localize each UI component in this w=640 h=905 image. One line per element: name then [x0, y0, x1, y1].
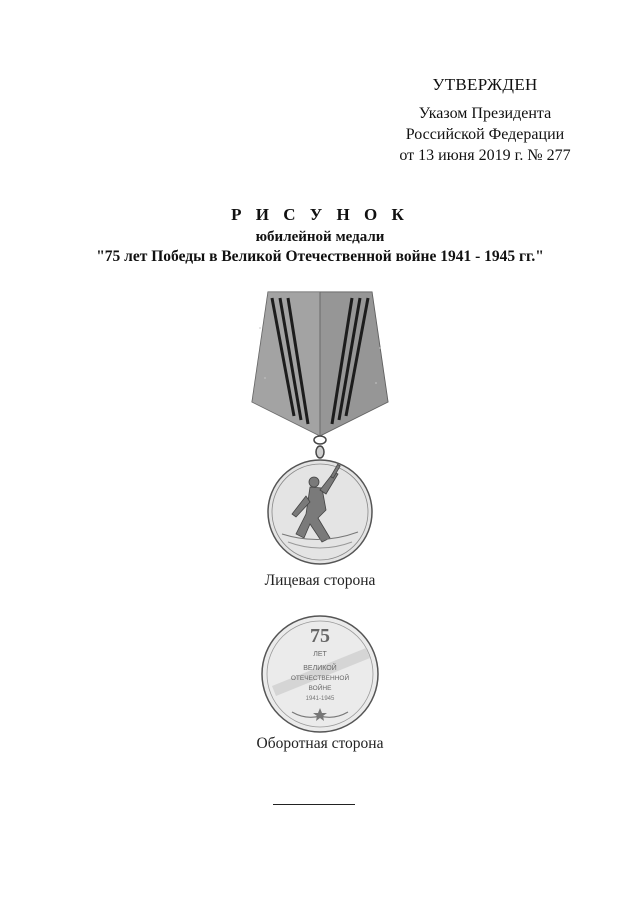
approval-line-3: от 13 июня 2019 г. № 277 — [399, 147, 571, 164]
medal-front-figure — [230, 288, 410, 568]
ribbon-image — [252, 292, 388, 436]
reverse-line-b: ВЕЛИКОЙ — [303, 665, 337, 672]
medal-name: "75 лет Победы в Великой Отечественной войне 1941 - 1945 гг." — [96, 248, 544, 265]
reverse-line-d: ВОЙНЕ — [308, 685, 332, 692]
document-subtitle: юбилейной медали — [255, 229, 385, 245]
reverse-number: 75 — [310, 625, 330, 647]
reverse-line-a: ЛЕТ — [313, 651, 327, 658]
medal-reverse-figure — [258, 612, 382, 736]
approval-line-1: Указом Президента — [418, 105, 552, 122]
closing-rule — [273, 804, 355, 805]
medal-front — [268, 460, 372, 564]
approval-block — [340, 74, 630, 166]
reverse-line-c: ОТЕЧЕСТВЕННОЙ — [290, 675, 350, 682]
suspension-loop — [314, 436, 326, 458]
document-header — [0, 203, 640, 267]
caption-back-side: Оборотная сторона — [256, 735, 384, 752]
approved-heading: УТВЕРЖДЕН — [432, 75, 538, 94]
document-title: Р И С У Н О К — [231, 205, 409, 224]
approval-line-2: Российской Федерации — [405, 126, 565, 143]
reverse-years: 1941-1945 — [305, 696, 335, 702]
caption-front-side: Лицевая сторона — [264, 572, 376, 589]
